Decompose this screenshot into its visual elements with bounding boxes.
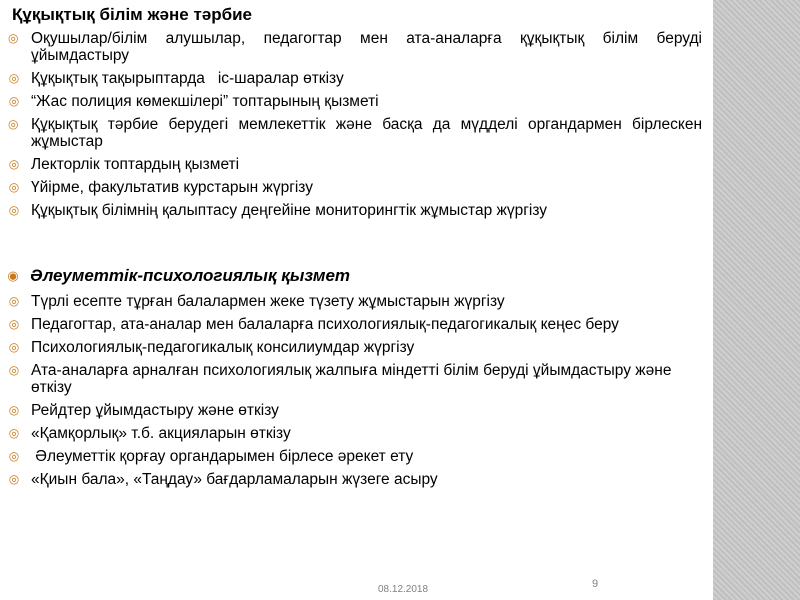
list-item-text: Лекторлік топтардың қызметі [31, 156, 240, 173]
hollow-circle-bullet-icon: ◎ [8, 117, 19, 131]
list-item-text: Құқықтық тақырыптарда іс-шаралар өткізу [31, 70, 344, 87]
list-item [0, 179, 712, 196]
list-item [0, 156, 712, 173]
list-item-text: Құқықтық білімнің қалыптасу деңгейіне мониторингтік жұмыстар жүргізу [31, 202, 548, 219]
list-item [0, 471, 712, 488]
hollow-circle-bullet-icon: ◎ [8, 71, 20, 85]
list-item [0, 339, 712, 356]
footer-date: 08.12.2018 [378, 584, 429, 595]
list-item [0, 93, 712, 110]
list-item [0, 293, 712, 310]
slide-number: 9 [592, 578, 599, 590]
section-heading-social-psychological: Әлеуметтік-психологиялық қызмет [30, 266, 351, 285]
list-item [0, 202, 712, 219]
hollow-circle-bullet-icon: ◎ [8, 317, 20, 331]
list-item-text: «Қиын бала», «Таңдау» бағдарламаларын жүзеге асыру [31, 471, 438, 488]
list-item-text: “Жас полиция көмекшілері” топтарының қызметі [31, 93, 379, 110]
hollow-circle-bullet-icon: ◎ [8, 294, 20, 308]
hollow-circle-bullet-icon: ◎ [8, 94, 20, 108]
hollow-circle-bullet-icon: ◎ [8, 449, 20, 463]
list-item-text: Рейдтер ұйымдастыру және өткізу [31, 402, 279, 419]
hollow-circle-bullet-icon: ◎ [8, 472, 20, 486]
bullet-list-social-psychological [0, 293, 712, 494]
list-item [0, 362, 712, 396]
list-item-text: Құқықтық тәрбие берудегі мемлекеттік және басқа да мүдделі органдармен бірлескен жұмыстар [31, 116, 702, 150]
hollow-circle-bullet-icon: ◎ [8, 180, 20, 194]
hollow-circle-bullet-icon: ◎ [8, 157, 20, 171]
list-item-text: Психологиялық-педагогикалық консилиумдар жүргізу [31, 339, 415, 356]
hollow-circle-bullet-icon: ◎ [8, 426, 20, 440]
list-item-text: Түрлі есепте тұрған балалармен жеке түзету жұмыстарын жүргізу [31, 293, 505, 310]
list-item [0, 425, 712, 442]
list-item-text: Оқушылар/білім алушылар, педагогтар мен ата-аналарға құқықтық білім беруді ұйымдастыру [31, 30, 702, 64]
list-item [0, 116, 712, 150]
list-item [0, 30, 712, 64]
list-item [0, 316, 712, 333]
list-item [0, 402, 712, 419]
list-item [0, 70, 712, 87]
hollow-circle-bullet-icon: ◎ [8, 363, 20, 377]
hollow-circle-bullet-icon: ◎ [8, 203, 20, 217]
decorative-side-band [713, 0, 800, 600]
target-circle-bullet-icon: ◉ [7, 268, 19, 283]
list-item [0, 448, 712, 465]
hollow-circle-bullet-icon: ◎ [8, 31, 19, 45]
bullet-list-legal-education [0, 30, 712, 225]
list-item-text: Педагогтар, ата-аналар мен балаларға психологиялық-педагогикалық кеңес беру [31, 316, 619, 333]
list-item-text: Үйірме, факультатив курстарын жүргізу [31, 179, 313, 196]
list-item-text: «Қамқорлық» т.б. акцияларын өткізу [31, 425, 291, 442]
section-heading-legal-education: Құқықтық білім және тәрбие [12, 5, 253, 24]
hollow-circle-bullet-icon: ◎ [8, 340, 20, 354]
hollow-circle-bullet-icon: ◎ [8, 403, 20, 417]
list-item-text: Ата-аналарға арналған психологиялық жалпыға міндетті білім беруді ұйымдастыру және өткізу [31, 362, 672, 396]
list-item-text: Әлеуметтік қорғау органдарымен бірлесе әрекет ету [31, 448, 414, 465]
